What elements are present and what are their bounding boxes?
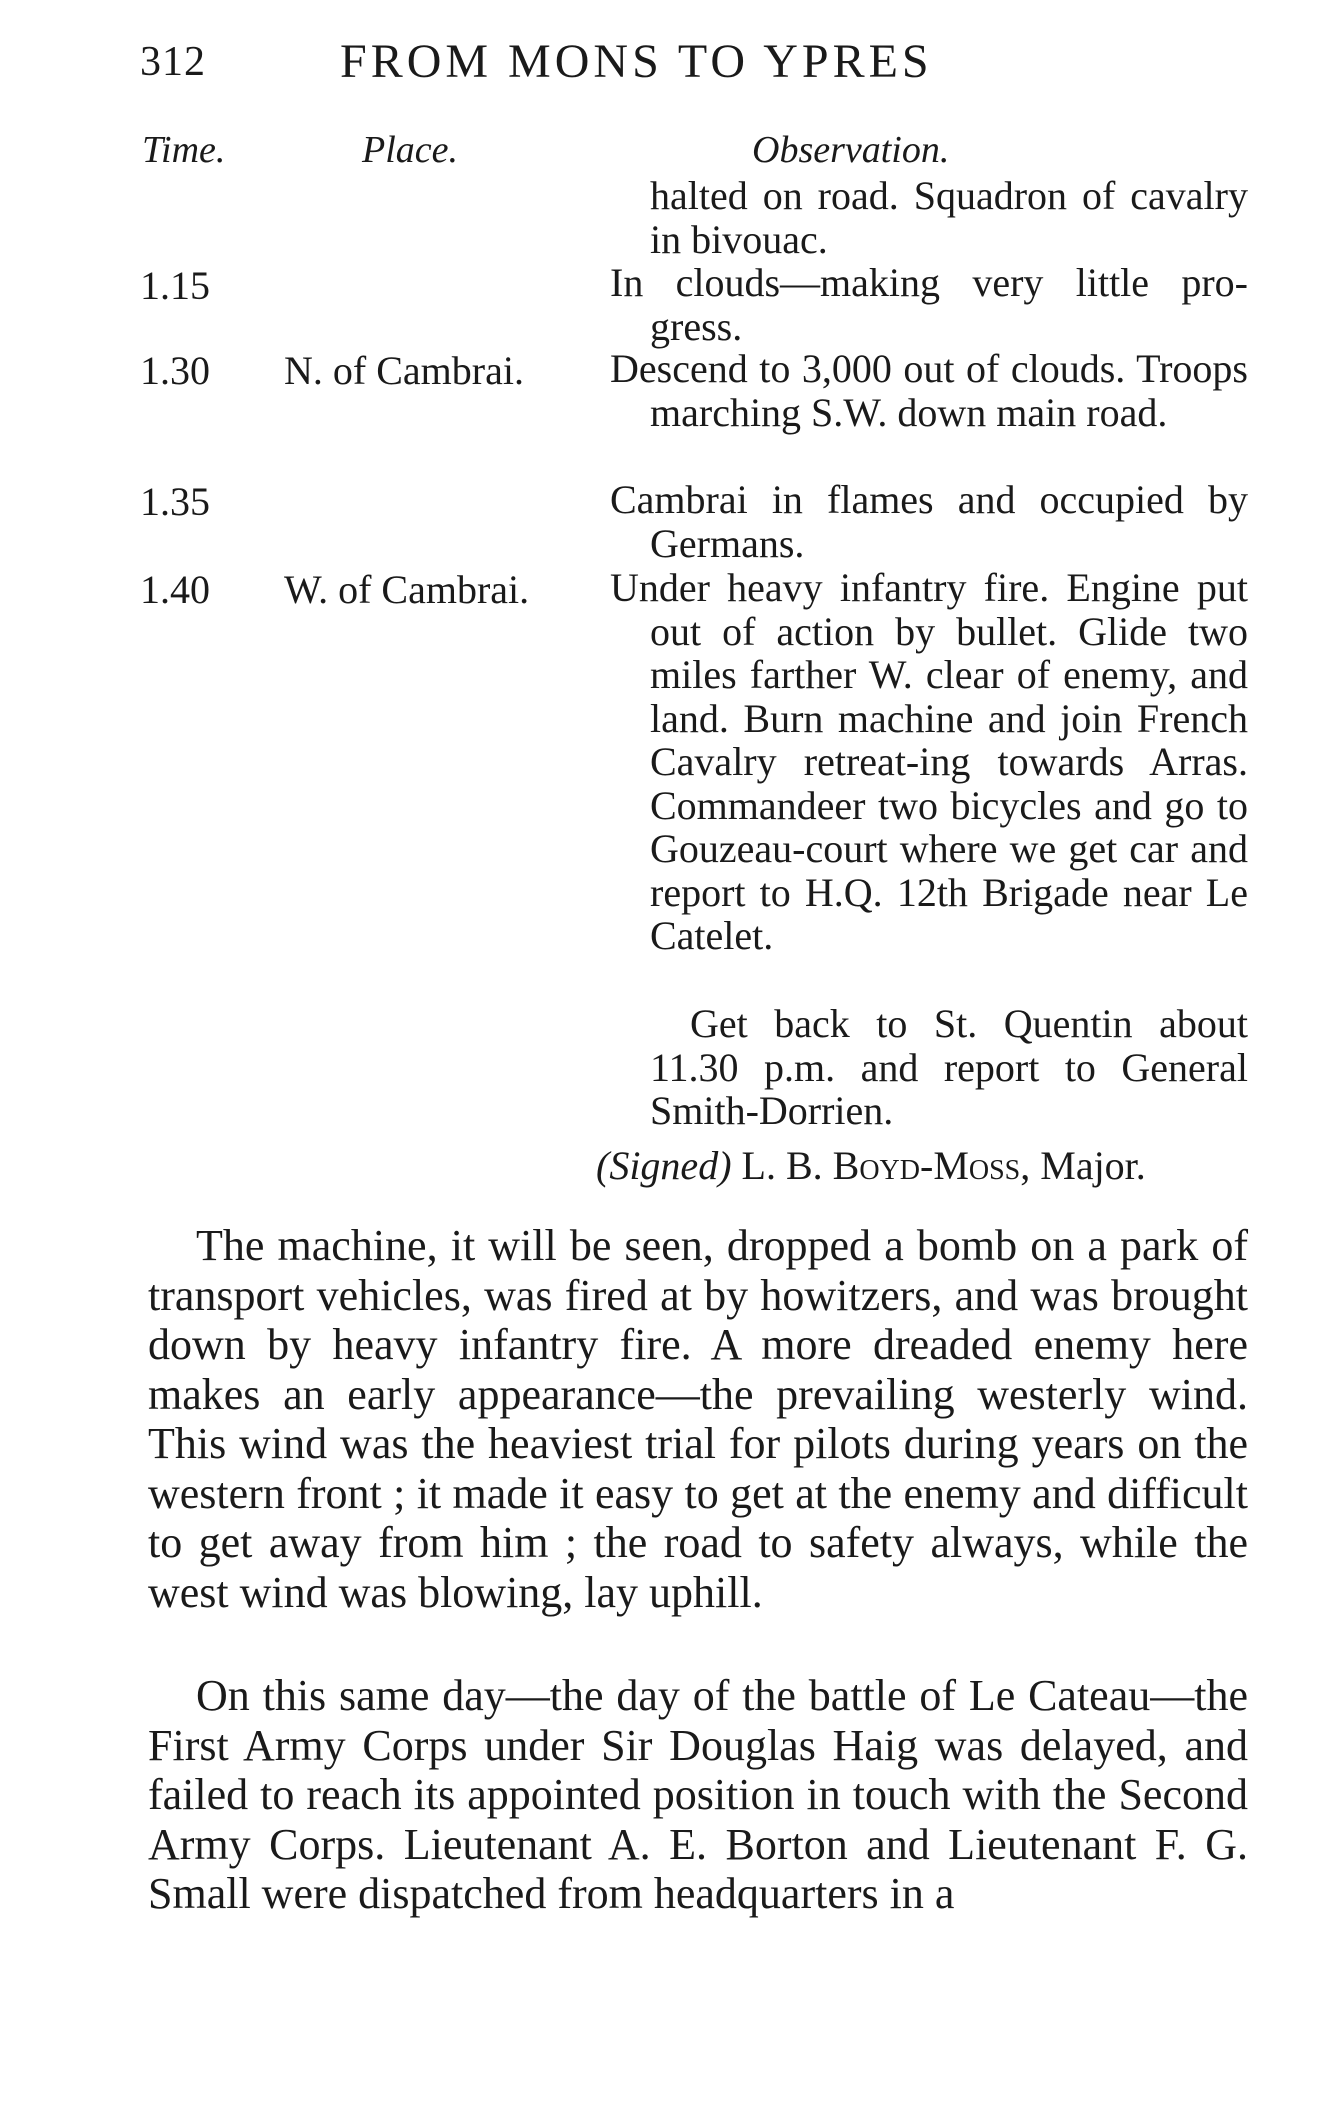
log-row: [610, 261, 1248, 348]
log-observation: Cambrai in flames and occupied by Germans.: [610, 477, 1248, 566]
page-header: [140, 35, 1040, 98]
column-header-place: Place.: [362, 129, 459, 171]
log-observation: Under heavy infantry fire. Engine put out of action by bullet. Glide two miles farther W. clear of enemy, and land. Burn machine and join French Cavalry retreat-ing towards Arras. Commandeer two bicycles and go to Gouzeau-court where we get car and report to H.Q. 12th Brigade near Le Catelet.: [610, 565, 1248, 958]
signature-surname-second: Moss: [933, 1143, 1021, 1188]
column-header-observation: Observation.: [752, 129, 950, 171]
log-row: [610, 566, 1248, 958]
log-time: 1.40: [140, 567, 210, 612]
page-number: 312: [140, 39, 206, 85]
log-observation: In clouds—making very little pro-gress.: [610, 260, 1248, 349]
running-title: FROM MONS TO YPRES: [340, 35, 933, 88]
signature: (Signed) L. B. Boyd-Moss, Major.: [596, 1143, 1146, 1188]
body-paragraph: On this same day—the day of the battle of Le Cateau—the First Army Corps under Sir Douglas Haig was delayed, and failed to reach its appointed position in touch with the Second Army Corps. Lieutenant A. E. Borton and Lieutenant F. G. Small were dispatched from headquarters in a: [148, 1671, 1248, 1918]
log-observation: Descend to 3,000 out of clouds. Troops marching S.W. down main road.: [610, 346, 1248, 435]
signature-rank: Major.: [1040, 1143, 1146, 1188]
log-row: [610, 174, 1248, 261]
log-time: 1.30: [140, 348, 210, 393]
log-row: [610, 478, 1248, 565]
log-time: 1.15: [140, 263, 210, 308]
column-header-time: Time.: [142, 129, 226, 171]
log-place: W. of Cambrai.: [284, 567, 530, 612]
signature-initials: L. B.: [741, 1143, 823, 1188]
body-paragraph: The machine, it will be seen, dropped a bomb on a park of transport vehicles, was fired at by howitzers, and was brought down by heavy infantry fire. A more dreaded enemy here makes an early appearance—the prevailing westerly wind. This wind was the heaviest trial for pilots during years on the western front ; it made it easy to get at the enemy and difficult to get away from him ; the road to safety always, while the west wind was blowing, lay uphill.: [148, 1221, 1248, 1617]
log-observation: Get back to St. Quentin about 11.30 p.m. and report to General Smith-Dorrien.: [650, 1001, 1248, 1133]
log-row: [650, 1002, 1248, 1133]
log-row: [610, 347, 1248, 434]
signature-surname-first: Boyd: [832, 1143, 920, 1188]
log-time: 1.35: [140, 479, 210, 524]
log-place: N. of Cambrai.: [284, 348, 524, 393]
signed-label: (Signed): [596, 1143, 732, 1188]
log-observation: halted on road. Squadron of cavalry in bivouac.: [650, 173, 1248, 262]
